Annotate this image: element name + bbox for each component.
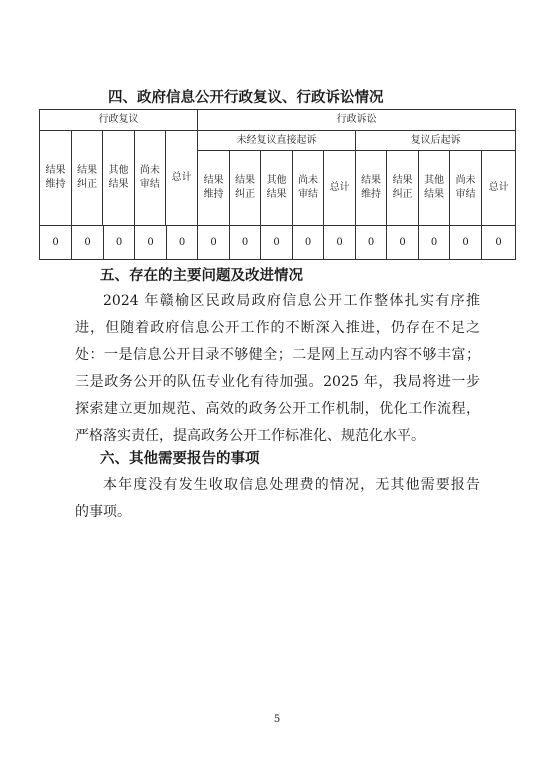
paragraph-line: 进，但随着政府信息公开工作的不断深入推进，仍存在不足之	[75, 320, 480, 336]
direct-col-other: 其他结果	[261, 151, 293, 226]
review-total-value: 0	[167, 226, 198, 260]
paragraph-line: 严格落实责任，提高政务公开工作标准化、规范化水平。	[75, 428, 425, 444]
review-col-other: 其他结果	[103, 131, 134, 225]
review-col-upheld: 结果维持	[40, 131, 71, 225]
page-number: 5	[273, 714, 281, 725]
section-5-paragraph	[75, 288, 480, 450]
direct-corrected-value: 0	[230, 226, 261, 260]
direct-total-value: 0	[324, 226, 356, 260]
section-4-heading: 四、政府信息公开行政复议、行政诉讼情况	[108, 90, 384, 106]
review-column-block	[40, 131, 198, 226]
after-col-total: 总计	[482, 151, 516, 226]
after-col-upheld: 结果维持	[356, 151, 387, 226]
after-upheld-value: 0	[356, 226, 387, 260]
paragraph-line: 处：一是信息公开目录不够健全；二是网上互动内容不够丰富；	[75, 347, 480, 363]
admin-litigation-header: 行政诉讼	[198, 110, 516, 131]
review-other-value: 0	[104, 226, 135, 260]
section-6-heading: 六、其他需要报告的事项	[100, 451, 260, 467]
direct-col-corrected: 结果纠正	[230, 151, 261, 226]
section-5-heading: 五、存在的主要问题及改进情况	[100, 268, 303, 284]
direct-upheld-value: 0	[198, 226, 230, 260]
direct-other-value: 0	[261, 226, 293, 260]
after-total-value: 0	[482, 226, 516, 260]
paragraph-line: 的事项。	[75, 504, 131, 520]
review-litigation-table	[39, 109, 516, 260]
paragraph-line: 2024 年赣榆区民政局政府信息公开工作整体扎实有序推	[103, 293, 480, 309]
review-col-total: 总计	[171, 172, 192, 183]
review-upheld-value: 0	[40, 226, 72, 260]
direct-col-total: 总计	[324, 151, 356, 226]
section-6-paragraph	[75, 472, 480, 526]
after-col-other: 其他结果	[419, 151, 450, 226]
direct-col-upheld: 结果维持	[198, 151, 230, 226]
after-pending-value: 0	[450, 226, 482, 260]
review-col-corrected: 结果纠正	[71, 131, 102, 225]
after-other-value: 0	[419, 226, 450, 260]
admin-review-header: 行政复议	[40, 110, 198, 131]
review-corrected-value: 0	[72, 226, 104, 260]
after-col-corrected: 结果纠正	[387, 151, 419, 226]
direct-pending-value: 0	[293, 226, 324, 260]
paragraph-line: 三是政务公开的队伍专业化有待加强。2025 年，我局将进一步	[75, 374, 480, 390]
after-review-header: 复议后起诉	[356, 131, 516, 151]
review-col-pending: 尚未审结	[134, 131, 165, 225]
paragraph-line: 本年度没有发生收取信息处理费的情况，无其他需要报告	[103, 477, 480, 493]
direct-col-pending: 尚未审结	[293, 151, 324, 226]
review-pending-value: 0	[135, 226, 167, 260]
after-col-pending: 尚未审结	[450, 151, 482, 226]
direct-suit-header: 未经复议直接起诉	[198, 131, 356, 151]
after-corrected-value: 0	[387, 226, 419, 260]
paragraph-line: 探索建立更加规范、高效的政务公开工作机制，优化工作流程，	[75, 401, 480, 417]
